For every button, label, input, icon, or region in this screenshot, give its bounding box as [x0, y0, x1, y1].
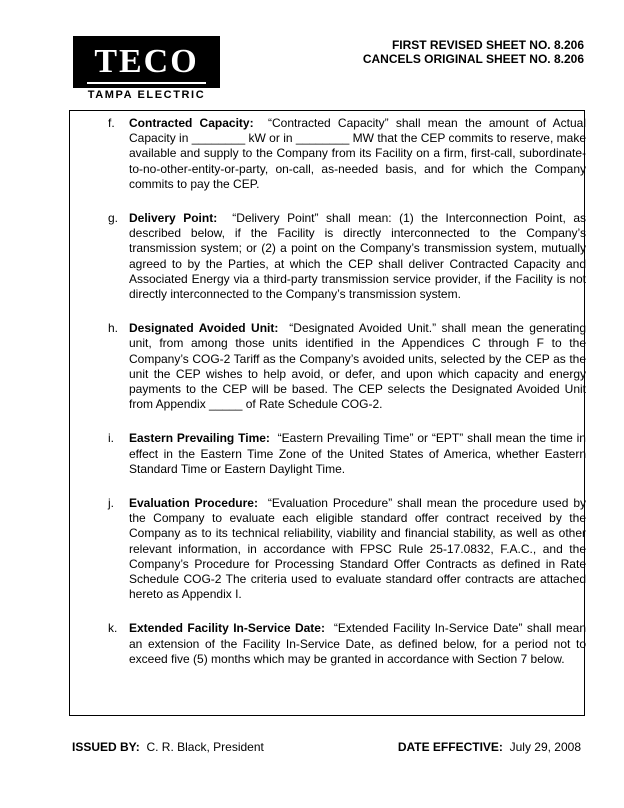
item-body: “Eastern Prevailing Time” or “EPT” shall mean the time in effect in the Eastern Time Zone of the United States of America, whether Eastern Standard Time or Eastern Daylight Time. [129, 431, 586, 476]
issued-by [72, 740, 264, 754]
definition-item [108, 621, 586, 667]
item-letter: g. [108, 211, 119, 226]
logo-text: TECO [94, 43, 199, 80]
sheet-line-1: FIRST REVISED SHEET NO. 8.206 [391, 38, 584, 52]
date-label: DATE EFFECTIVE: [397, 740, 503, 754]
definition-item [108, 496, 586, 602]
item-body: “Extended Facility In-Service Date” shall mean an extension of the Facility In-Service Date, as defined below, for a period not to exceed five (5) months which may be granted in accordance with Section 7 below. [129, 621, 587, 666]
sheet-line-2: CANCELS ORIGINAL SHEET NO. 8.206 [362, 52, 584, 66]
item-letter: f. [108, 116, 115, 130]
logo-underline [87, 82, 206, 84]
item-term: Evaluation Procedure: [129, 496, 258, 511]
item-letter: k. [108, 621, 118, 636]
item-term: Contracted Capacity: [129, 116, 254, 130]
definition-item [108, 116, 586, 192]
item-body: “Designated Avoided Unit.” shall mean the generating unit, from among those units identified in the Appendices C through F to the Company’s COG-2 Tariff as the Company’s avoided units, selected by the CEP as the unit the CEP wishes to help avoid, or defer, and upon which capacity and energy payments to the CEP will be based. The CEP selects the Designated Avoided Unit from Appendix _____ of Rate Schedule COG-2. [129, 321, 586, 412]
issued-label: ISSUED BY: [72, 740, 140, 754]
item-term: Designated Avoided Unit: [129, 321, 279, 336]
date-value: July 29, 2008 [509, 740, 581, 754]
item-body: “Delivery Point” shall mean: (1) the Interconnection Point, as described below, if the Facility is directly interconnected to the Company’s transmission system; or (2) a point on the Company’s transmission system, mutually agreed to by the Parties, at which the CEP shall deliver Contracted Capacity and Associated Energy via a third-party transmission service provider, if the Facility is not directly interconnected to the Company’s transmission system. [129, 211, 586, 302]
definition-item [108, 321, 586, 412]
logo-subtitle: TAMPA ELECTRIC [87, 89, 206, 101]
item-body: “Contracted Capacity” shall mean the amount of Actual Capacity in ________ kW or in ________ MW that the CEP commits to reserve, make available and supply to the Company from its Facility on a firm, first-call, subordinate-to-no-other-entity-or-party, on-call, as-needed basis, and for which the Company commits to pay the CEP. [129, 116, 586, 191]
definition-item [108, 211, 586, 302]
issued-value: C. R. Black, President [146, 740, 264, 754]
item-letter: h. [108, 321, 119, 336]
item-term: Eastern Prevailing Time: [129, 431, 270, 446]
item-term: Extended Facility In-Service Date: [129, 621, 325, 636]
teco-logo [73, 36, 220, 88]
item-letter: i. [108, 431, 114, 446]
date-effective [398, 740, 581, 754]
item-body: “Evaluation Procedure” shall mean the procedure used by the Company to evaluate each eligible standard offer contract received by the Company as to its technical reliability, viability and financial stability, as well as other relevant information, in accordance with FPSC Rule 25-17.0832, F.A.C., and the Company’s Procedure for Processing Standard Offer Contracts as defined in Rate Schedule COG-2 The criteria used to evaluate standard offer contracts are attached hereto as Appendix I. [129, 496, 586, 602]
definition-item [108, 431, 586, 477]
item-term: Delivery Point: [129, 211, 218, 226]
sheet-number-header [363, 38, 584, 66]
item-letter: j. [108, 496, 114, 511]
definitions-list [108, 116, 586, 686]
